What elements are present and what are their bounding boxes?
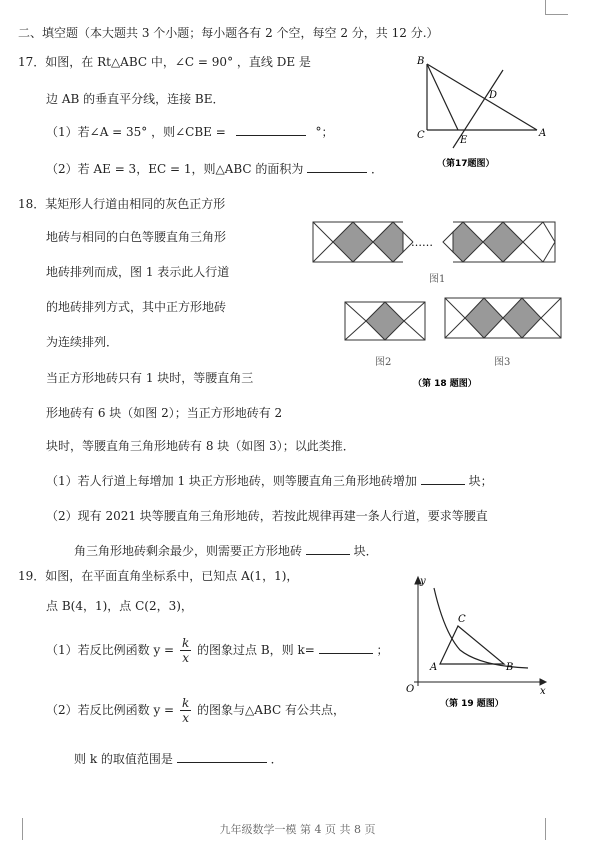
- q18-intro-line-8: 块时，等腰直角三角形地砖有 8 块（如图 3）；以此类推．: [46, 439, 355, 453]
- q18-part2-text: 角三角形地砖剩余最少，则需要正方形地砖: [74, 544, 303, 558]
- q19-part1-suffix: ；: [376, 643, 389, 657]
- q17-triangle-figure: [405, 50, 565, 180]
- q19-label-y: y: [420, 576, 426, 587]
- q19-part2-fraction: [180, 696, 191, 725]
- q17-part2-answer-blank[interactable]: [307, 160, 367, 173]
- q18-intro-line-6: 当正方形地砖只有 1 块时，等腰直角三: [46, 371, 254, 385]
- q19-part1-frac-num: k: [181, 636, 190, 650]
- q19-label-b: B: [506, 662, 514, 673]
- q18-fig3-label: 图3: [494, 357, 511, 368]
- section-heading: 二、填空题（本大题共 3 个小题；每小题各有 2 个空，每空 2 分，共 12 分.）: [18, 26, 439, 40]
- q18-fig1-label: 图1: [429, 274, 446, 285]
- q18-fig3: [445, 298, 561, 338]
- q17-part2-text: （2）若 AE = 3，EC = 1，则△ABC 的面积为: [46, 162, 304, 176]
- q17-stem-line1: 17．如图，在 Rt△ABC 中，∠C = 90° ，直线 DE 是: [18, 55, 311, 69]
- q19-part1-frac-den: x: [182, 651, 189, 665]
- q18-part2-suffix: 块．: [353, 544, 378, 558]
- q17-label-c: C: [417, 130, 425, 141]
- q17-stem-line2: 边 AB 的垂直平分线，连接 BE．: [46, 92, 225, 106]
- page-footer: 九年级数学一模 第 4 页 共 8 页: [219, 823, 376, 836]
- q19-part2-answer-blank[interactable]: [177, 750, 267, 763]
- q18-tile-figures: [305, 210, 575, 395]
- q19-part2-prefix: （2）若反比例函数 y =: [46, 703, 175, 717]
- q18-fig1-right: [443, 222, 555, 262]
- q17-part2-suffix: ．: [371, 162, 384, 176]
- q18-part2-answer-blank[interactable]: [306, 542, 350, 555]
- q18-intro-line-7: 形地砖有 6 块（如图 2）；当正方形地砖有 2: [46, 406, 283, 420]
- q19-part2-frac-den: x: [182, 711, 189, 725]
- q19-part2-suffix: ．: [270, 752, 283, 766]
- q19-part1-fraction: [180, 636, 191, 665]
- q19-x-axis-arrow: [540, 679, 546, 685]
- q19-part1: [46, 632, 389, 668]
- q19-part2-line2-text: 则 k 的取值范围是: [74, 752, 173, 766]
- q19-label-a: A: [430, 662, 438, 673]
- q18-part1: [46, 472, 493, 489]
- q19-part2-line2: [74, 750, 283, 767]
- q17-label-e: E: [460, 135, 468, 146]
- q18-part1-text: （1）若人行道上每增加 1 块正方形地砖，则等腰直角三角形地砖增加: [46, 474, 417, 488]
- q19-stem-line2: 点 B(4，1)，点 C(2，3)，: [46, 599, 193, 613]
- q18-intro-line-5: 为连续排列．: [46, 335, 119, 349]
- q18-fig2-label: 图2: [375, 357, 392, 368]
- q19-part2-frac-num: k: [181, 696, 190, 710]
- q19-triangle-abc: [440, 626, 504, 664]
- q17-label-b: B: [417, 56, 425, 67]
- q17-label-d: D: [489, 90, 498, 101]
- q18-part2-line2: [74, 542, 378, 559]
- q19-part2: [46, 692, 345, 728]
- q17-part2: [46, 160, 383, 177]
- q18-intro-line-2: 地砖与相同的白色等腰直角三角形: [46, 230, 227, 244]
- q17-part1: [46, 123, 333, 140]
- q18-part1-answer-blank[interactable]: [421, 472, 465, 485]
- q18-part1-suffix: 块；: [468, 474, 493, 488]
- q17-part1-answer-blank[interactable]: [236, 123, 306, 136]
- q18-intro-line-3: 地砖排列而成，图 1 表示此人行道: [46, 265, 230, 279]
- q18-intro-line-4: 的地砖排列方式，其中正方形地砖: [46, 300, 227, 314]
- q18-fig1-left: [313, 222, 413, 262]
- q19-part1-middle: 的图象过点 B，则 k=: [197, 643, 315, 657]
- q18-fig1-ellipsis: ……: [411, 236, 433, 249]
- q19-hyperbola-curve: [434, 588, 528, 668]
- q17-label-a: A: [539, 128, 547, 139]
- q18-fig2: [345, 302, 425, 340]
- q19-coordinate-figure: [400, 574, 560, 714]
- q17-segment-ba: [427, 64, 537, 130]
- q19-figure-caption: （第 19 题图）: [440, 699, 504, 709]
- q19-label-o: O: [406, 684, 415, 695]
- q19-part1-prefix: （1）若反比例函数 y =: [46, 643, 175, 657]
- q19-part2-middle: 的图象与△ABC 有公共点，: [197, 703, 345, 717]
- q19-part1-answer-blank[interactable]: [319, 641, 373, 654]
- q18-part2-line1: （2）现有 2021 块等腰直角三角形地砖，若按此规律再建一条人行道，要求等腰直: [46, 509, 488, 523]
- q17-part1-text: （1）若∠A = 35° ，则∠CBE =: [46, 125, 226, 139]
- q17-part1-suffix: °；: [315, 125, 334, 139]
- corner-mark-top-right: [545, 0, 568, 15]
- q19-stem-line1: 19．如图，在平面直角坐标系中，已知点 A(1，1)，: [18, 569, 299, 583]
- q18-figure-caption: （第 18 题图）: [413, 379, 477, 389]
- q19-label-c: C: [458, 614, 466, 625]
- q17-figure-caption: （第17题图）: [437, 159, 495, 169]
- q18-intro-line-1: 18．某矩形人行道由相同的灰色正方形: [18, 197, 226, 211]
- q19-label-x: x: [540, 686, 546, 697]
